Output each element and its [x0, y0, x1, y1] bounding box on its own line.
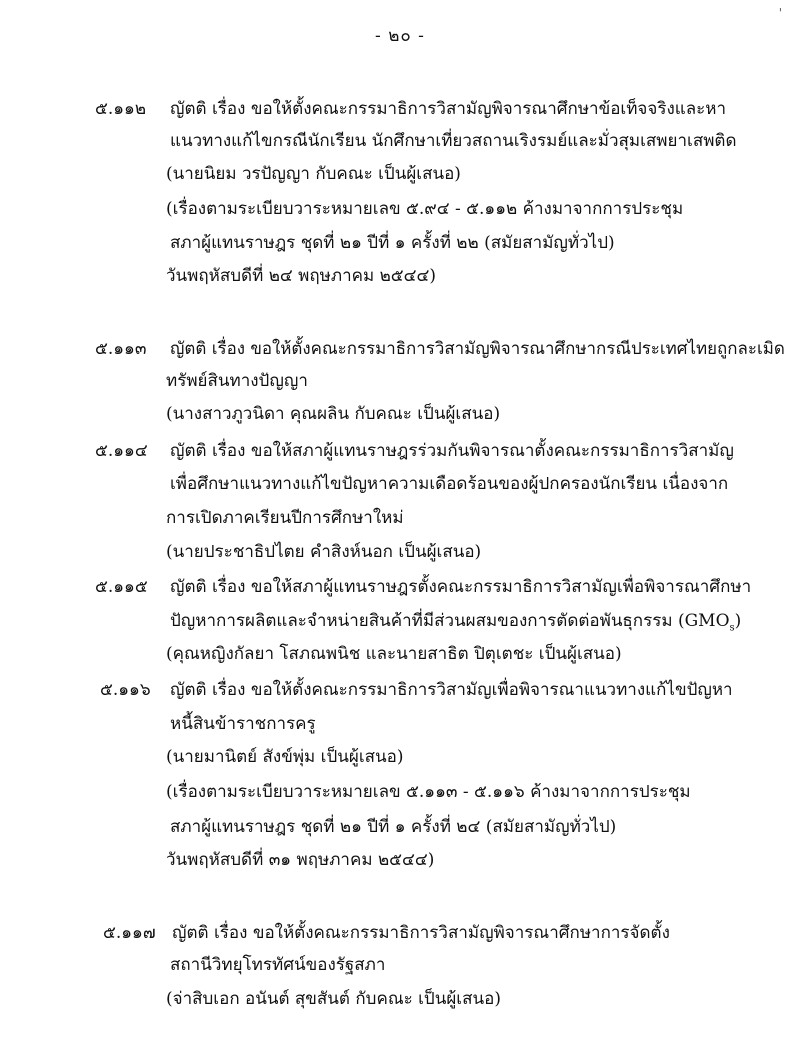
- page-number: - ๒๐ -: [375, 26, 425, 46]
- item-line: ญัตติ เรื่อง ขอให้ตั้งคณะกรรมาธิการวิสามัญเพื่อพิจารณาแนวทางแก้ไขปัญหา: [170, 680, 733, 700]
- item-number: ๕.๑๑๓: [95, 339, 147, 359]
- item-line: การเปิดภาคเรียนปีการศึกษาใหม่: [166, 508, 404, 528]
- item-line: (เรื่องตามระเบียบวาระหมายเลข ๕.๙๔ - ๕.๑๑๒ ค้างมาจากการประชุม: [166, 199, 684, 219]
- gmo-subscript: s: [729, 622, 735, 634]
- item-line: ทรัพย์สินทางปัญญา: [166, 371, 308, 391]
- item-line: ญัตติ เรื่อง ขอให้ตั้งคณะกรรมาธิการวิสามัญพิจารณาศึกษากรณีประเทศไทยถูกละเมิด: [170, 339, 785, 359]
- corner-mark: ': [778, 6, 782, 20]
- item-line: ญัตติ เรื่อง ขอให้ตั้งคณะกรรมาธิการวิสามัญพิจารณาศึกษาข้อเท็จจริงและหา: [170, 99, 727, 119]
- item-number: ๕.๑๑๖: [100, 680, 151, 700]
- item-line: ญัตติ เรื่อง ขอให้ตั้งคณะกรรมาธิการวิสามัญพิจารณาศึกษาการจัดตั้ง: [172, 923, 670, 943]
- item-line: หนี้สินข้าราชการครู: [170, 714, 316, 734]
- item-line: สถานีวิทยุโทรทัศน์ของรัฐสภา: [170, 955, 386, 975]
- item-line: วันพฤหัสบดีที่ ๓๑ พฤษภาคม ๒๕๔๔): [166, 850, 435, 870]
- item-line-gmo: [170, 610, 741, 639]
- item-line: แนวทางแก้ไขกรณีนักเรียน นักศึกษาเที่ยวสถานเริงรมย์และมั่วสุมเสพยาเสพติด: [170, 131, 737, 151]
- item-number: ๕.๑๑๒: [95, 99, 147, 119]
- item-line: (นายนิยม วรปัญญา กับคณะ เป็นผู้เสนอ): [166, 164, 461, 184]
- item-line: ญัตติ เรื่อง ขอให้สภาผู้แทนราษฎรตั้งคณะกรรมาธิการวิสามัญเพื่อพิจารณาศึกษา: [170, 577, 752, 597]
- item-line: (จ่าสิบเอก อนันต์ สุขสันต์ กับคณะ เป็นผู้เสนอ): [166, 989, 501, 1009]
- item-line: (เรื่องตามระเบียบวาระหมายเลข ๕.๑๑๓ - ๕.๑๑๖ ค้างมาจากการประชุม: [166, 782, 691, 802]
- item-number: ๕.๑๑๕: [95, 577, 148, 597]
- item-line-text: ปัญหาการผลิตและจำหน่ายสินค้าที่มีส่วนผสมของการตัดต่อพันธุกรรม (GMO: [170, 611, 730, 631]
- item-line: (นางสาวภูวนิดา คุณผลิน กับคณะ เป็นผู้เสนอ): [166, 404, 501, 424]
- item-line: สภาผู้แทนราษฎร ชุดที่ ๒๑ ปีที่ ๑ ครั้งที่ ๒๒ (สมัยสามัญทั่วไป): [170, 233, 615, 253]
- item-line: วันพฤหัสบดีที่ ๒๔ พฤษภาคม ๒๕๔๔): [166, 266, 437, 286]
- item-line: (คุณหญิงกัลยา โสภณพนิช และนายสาธิต ปิตุเตชะ เป็นผู้เสนอ): [166, 644, 622, 664]
- item-line: (นายมานิตย์ สังข์พุ่ม เป็นผู้เสนอ): [166, 747, 404, 767]
- item-number: ๕.๑๑๔: [95, 441, 148, 461]
- item-number: ๕.๑๑๗: [103, 923, 156, 943]
- gmo-close-paren: ): [734, 611, 742, 631]
- item-line: (นายประชาธิปไตย คำสิงห์นอก เป็นผู้เสนอ): [166, 542, 482, 562]
- item-line: ญัตติ เรื่อง ขอให้สภาผู้แทนราษฎรร่วมกันพิจารณาตั้งคณะกรรมาธิการวิสามัญ: [170, 441, 734, 461]
- item-line: เพื่อศึกษาแนวทางแก้ไขปัญหาความเดือดร้อนของผู้ปกครองนักเรียน เนื่องจาก: [170, 474, 729, 494]
- item-line: สภาผู้แทนราษฎร ชุดที่ ๒๑ ปีที่ ๑ ครั้งที่ ๒๔ (สมัยสามัญทั่วไป): [170, 817, 617, 837]
